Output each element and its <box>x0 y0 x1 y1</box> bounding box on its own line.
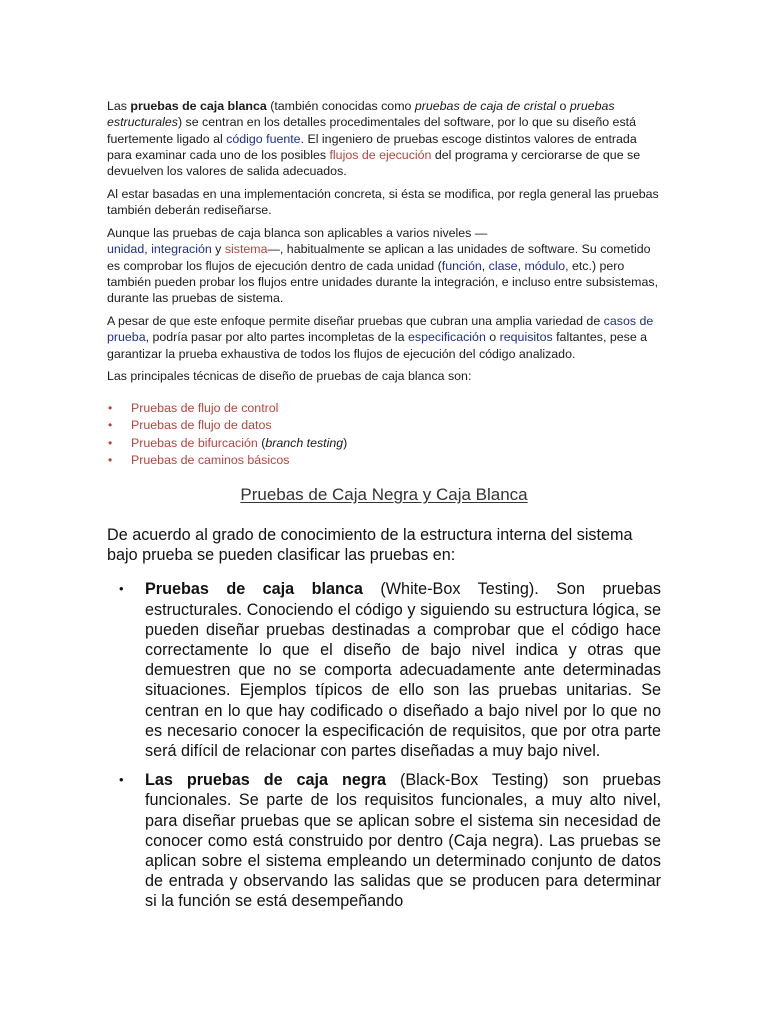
link-sistema[interactable]: sistema <box>224 242 268 257</box>
list-item-white-box <box>107 579 661 761</box>
link-bifurcacion[interactable]: Pruebas de bifurcación <box>131 435 258 450</box>
italic-term: pruebas de caja de cristal <box>414 99 557 113</box>
paragraph-techniques-intro: Las principales técnicas de diseño de pruebas de caja blanca son: <box>107 369 472 384</box>
text-span: , <box>144 242 152 257</box>
link-codigo-fuente[interactable]: código fuente <box>226 131 301 146</box>
text-span: A pesar de que este enfoque permite diseñar pruebas que cubran una amplia variedad de <box>107 314 604 329</box>
link-flujo-de-datos[interactable]: Pruebas de flujo de datos <box>131 418 272 433</box>
link-modulo[interactable]: módulo <box>524 258 566 273</box>
link-casos-de-prueba[interactable]: casos de prueba <box>107 314 654 345</box>
bullet-icon: • <box>108 400 113 415</box>
text-span: —, habitualmente se aplican a las unidades de software. Su cometido es comprobar los flujos de ejecución dentro de cada unidad ( <box>107 242 651 273</box>
link-caminos-basicos[interactable]: Pruebas de caminos básicos <box>131 453 290 468</box>
link-clase[interactable]: clase <box>488 258 518 273</box>
text-span: (White-Box Testing). Son pruebas estructurales. Conociendo el código y siguiendo su estructura lógica, se pueden diseñar pruebas destinadas a comprobar que el código hace correctamente lo que el diseño de bajo nivel indica y otras que demuestren que no se comporta adecuadamente ante determinadas situaciones. Ejemplos típicos de ello son las pruebas unitarias. Se centran en lo que hay codificado o diseñado a bajo nivel por lo que no es necesario conocer la especificación de requisitos, que por otra parte será difícil de relacionar con partes diseñadas a muy bajo nivel. <box>145 580 661 761</box>
list-item <box>107 452 659 470</box>
italic-term: branch testing <box>265 435 344 450</box>
bullet-icon: • <box>108 418 113 433</box>
text-span: del programa y cerciorarse de que se devuelven los valores de salida adecuados. <box>107 147 641 179</box>
list-item <box>107 417 659 435</box>
text-span: faltantes, pese a garantizar la prueba exhaustiva de todos los flujos de ejecución del código analizado. <box>107 330 648 361</box>
paragraph-levels <box>107 225 659 306</box>
techniques-list <box>107 400 659 470</box>
paragraph-implementation: Al estar basadas en una implementación concreta, si ésta se modifica, por regla general las pruebas también deberán rediseñarse. <box>107 186 659 218</box>
link-flujo-de-control[interactable]: Pruebas de flujo de control <box>131 400 279 415</box>
section-heading <box>0 484 768 506</box>
paragraph-classification: De acuerdo al grado de conocimiento de la estructura interna del sistema bajo prueba se pueden clasificar las pruebas en: <box>107 526 633 565</box>
text-span: (también conocidas como <box>266 99 415 113</box>
text-span: , <box>517 258 525 273</box>
link-requisitos[interactable]: requisitos <box>499 330 553 345</box>
upper-section <box>107 98 659 470</box>
text-span: , etc.) pero también pueden probar los flujos entre unidades durante la integración, e incluso entre subsistemas, durante las pruebas de sistema. <box>107 258 659 306</box>
text-span: o <box>556 99 570 113</box>
bullet-icon: • <box>119 581 124 597</box>
text-span: ) se centran en los detalles procedimentales del software, por lo que su diseño está fuertemente ligado al <box>107 115 636 146</box>
text-span: y <box>211 242 225 257</box>
bold-term: Pruebas de caja blanca <box>145 580 363 599</box>
text-span: Las <box>107 99 131 113</box>
paragraph-approach <box>107 313 659 362</box>
link-especificacion[interactable]: especificación <box>408 330 486 345</box>
lower-section <box>107 525 661 921</box>
text-span: (Black-Box Testing) son pruebas funcionales. Se parte de los requisitos funcionales, a muy alto nivel, para diseñar pruebas que se aplican sobre el sistema sin necesidad de conocer como está construido por dentro (Caja negra). Las pruebas se aplican sobre el sistema empleando un determinado conjunto de datos de entrada y observando las salidas que se producen para determinar si la función se está desempeñando <box>145 771 661 911</box>
text-span: o <box>485 330 500 345</box>
test-types-list <box>107 579 661 911</box>
text-span: ) <box>343 435 348 450</box>
bullet-icon: • <box>108 435 113 450</box>
link-funcion[interactable]: función <box>441 258 482 273</box>
text-span: Aunque las pruebas de caja blanca son aplicables a varios niveles — <box>107 226 488 241</box>
bold-term: pruebas de caja blanca <box>130 99 267 113</box>
bold-term: Las pruebas de caja negra <box>145 771 387 790</box>
text-span: , podría pasar por alto partes incompletas de la <box>145 330 409 345</box>
italic-term: pruebas estructurales <box>107 99 615 130</box>
list-item <box>107 400 659 418</box>
bullet-icon: • <box>108 453 113 468</box>
text-span: , <box>481 258 489 273</box>
link-unidad[interactable]: unidad <box>107 242 145 257</box>
list-item-black-box <box>107 770 661 911</box>
link-integracion[interactable]: integración <box>151 242 212 257</box>
link-flujos-de-ejecucion[interactable]: flujos de ejecución <box>329 147 432 162</box>
bullet-icon: • <box>119 772 124 788</box>
list-item <box>107 435 659 453</box>
text-span: . El ingeniero de pruebas escoge distintos valores de entrada para examinar cada uno de los posibles <box>107 131 637 162</box>
text-span: ( <box>257 435 266 450</box>
paragraph-intro <box>107 98 659 179</box>
heading-text: Pruebas de Caja Negra y Caja Blanca <box>240 485 528 504</box>
